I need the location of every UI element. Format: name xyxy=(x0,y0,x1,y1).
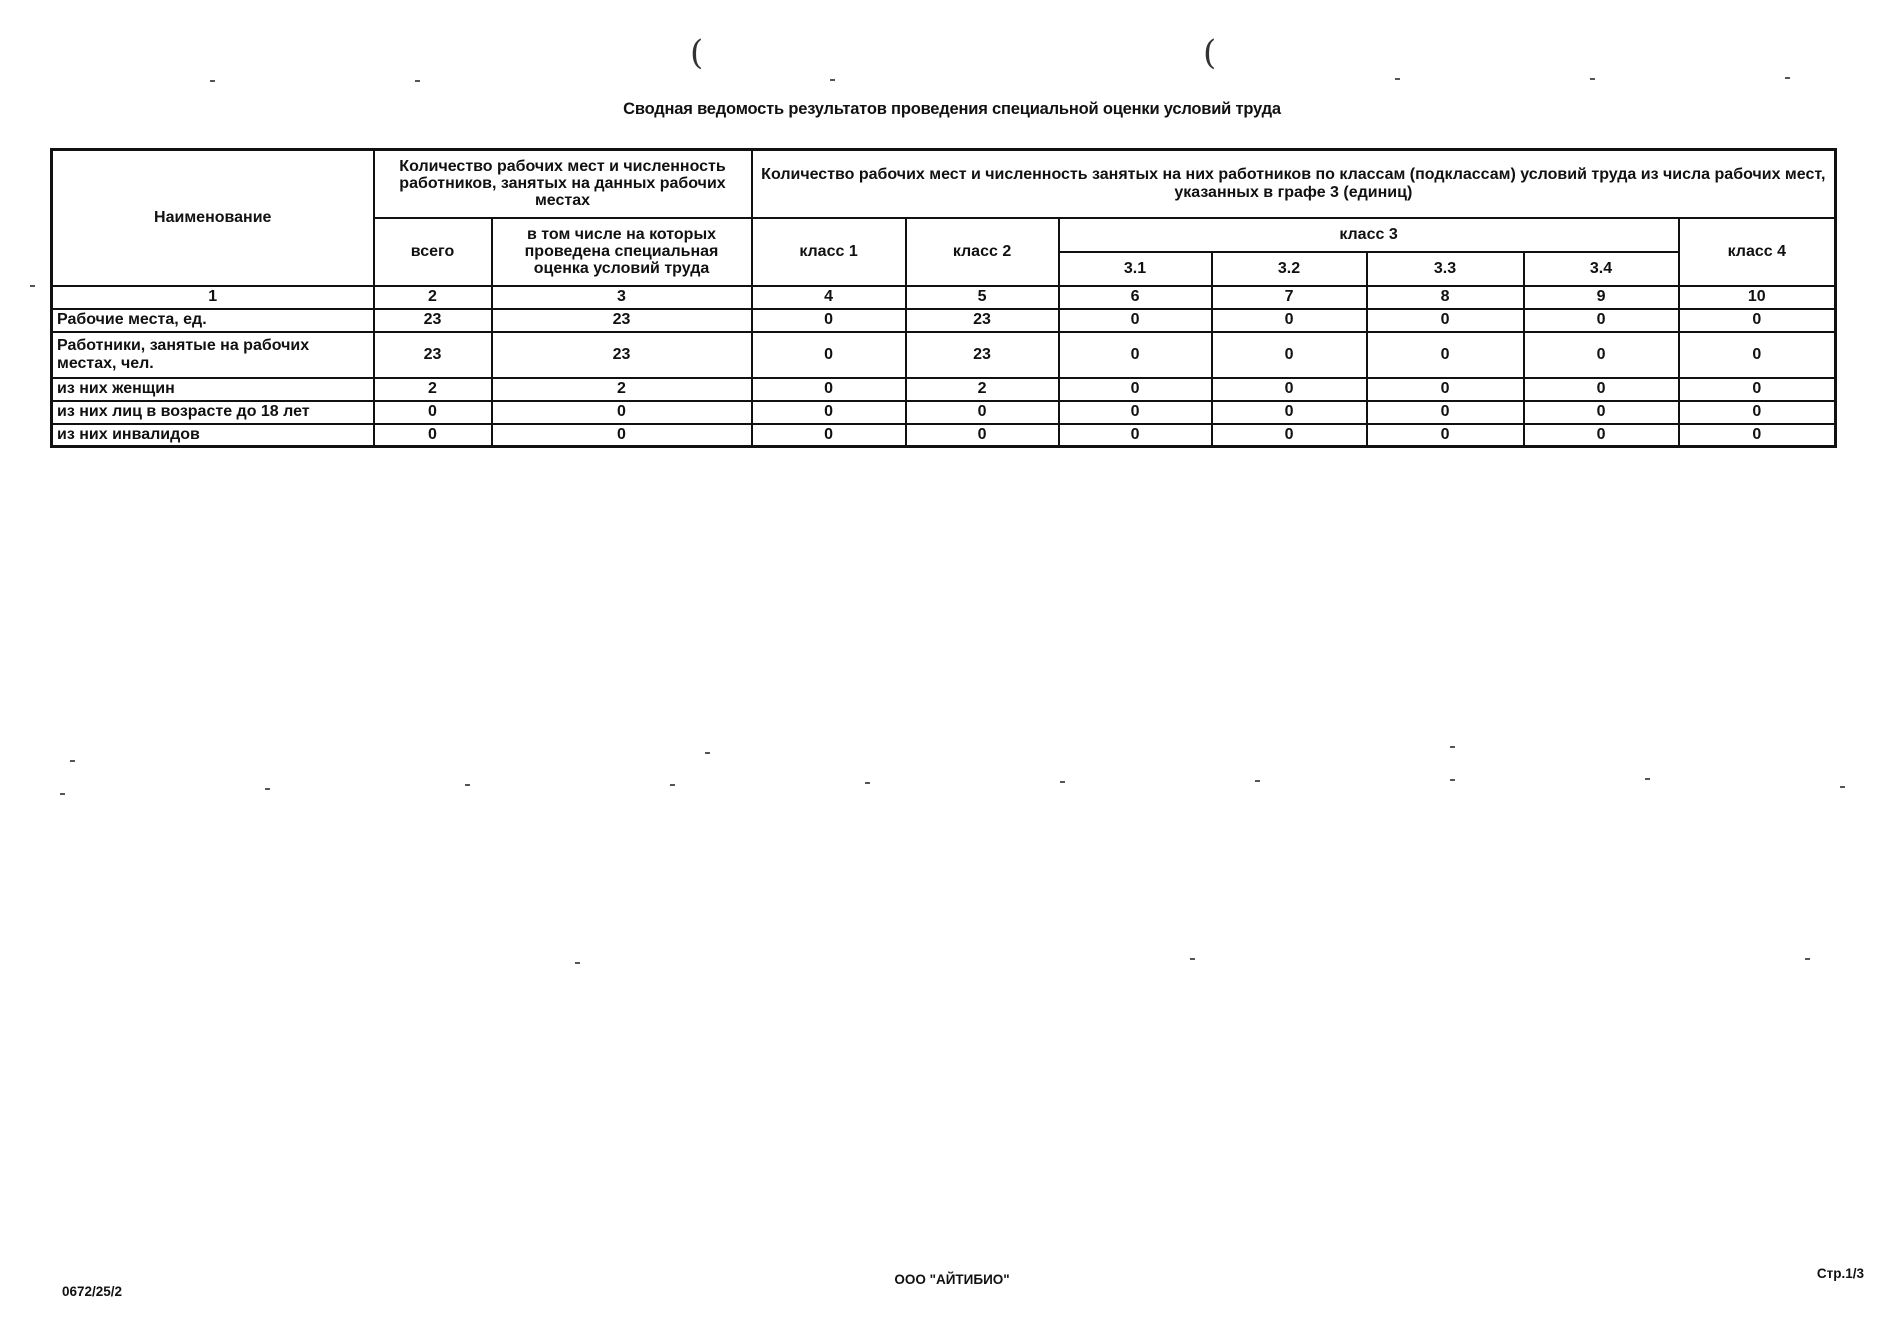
footer-doc-number: 0672/25/2 xyxy=(62,1284,123,1299)
row-label: Рабочие места, ед. xyxy=(52,309,374,332)
cell-value: 0 xyxy=(1059,332,1212,378)
row-label: Работники, занятые на рабочих местах, чел. xyxy=(52,332,374,378)
cell-value: 0 xyxy=(1059,378,1212,401)
row-label: из них лиц в возрасте до 18 лет xyxy=(52,401,374,424)
column-number: 7 xyxy=(1212,286,1367,309)
cell-value: 0 xyxy=(374,424,492,447)
cell-value: 0 xyxy=(1212,378,1367,401)
header-subclass-3-2: 3.2 xyxy=(1212,252,1367,286)
footer-page-number: Стр.1/3 xyxy=(1816,1266,1864,1281)
cell-value: 0 xyxy=(906,401,1059,424)
cell-value: 0 xyxy=(1524,332,1679,378)
cell-value: 23 xyxy=(492,332,752,378)
footer-company: ООО "АЙТИБИО" xyxy=(894,1272,1010,1287)
cell-value: 0 xyxy=(752,401,906,424)
table-row-workers xyxy=(52,332,1836,378)
table-row-women xyxy=(52,378,1836,401)
cell-value: 0 xyxy=(492,424,752,447)
cell-value: 23 xyxy=(906,332,1059,378)
cell-value: 0 xyxy=(1059,424,1212,447)
header-subclass-3-4: 3.4 xyxy=(1524,252,1679,286)
cell-value: 2 xyxy=(906,378,1059,401)
cell-value: 0 xyxy=(1679,424,1836,447)
column-number: 2 xyxy=(374,286,492,309)
cell-value: 23 xyxy=(906,309,1059,332)
header-subclass-3-3: 3.3 xyxy=(1367,252,1524,286)
cell-value: 0 xyxy=(1367,401,1524,424)
header-class-2: класс 2 xyxy=(906,218,1059,286)
header-group-total: Количество рабочих мест и численность работников, занятых на данных рабочих местах xyxy=(374,150,752,218)
table-row-workplaces xyxy=(52,309,1836,332)
table-row-under-18 xyxy=(52,401,1836,424)
cell-value: 0 xyxy=(1679,309,1836,332)
cell-value: 0 xyxy=(1212,424,1367,447)
column-number: 6 xyxy=(1059,286,1212,309)
header-total: всего xyxy=(374,218,492,286)
column-number: 5 xyxy=(906,286,1059,309)
column-number: 9 xyxy=(1524,286,1679,309)
row-label: из них женщин xyxy=(52,378,374,401)
cell-value: 23 xyxy=(374,309,492,332)
column-number: 4 xyxy=(752,286,906,309)
cell-value: 0 xyxy=(1524,309,1679,332)
cell-value: 2 xyxy=(374,378,492,401)
cell-value: 0 xyxy=(1367,378,1524,401)
cell-value: 0 xyxy=(492,401,752,424)
cell-value: 0 xyxy=(1367,424,1524,447)
header-class-3: класс 3 xyxy=(1059,218,1679,252)
scan-mark-right: ( xyxy=(1203,33,1217,73)
cell-value: 0 xyxy=(1679,401,1836,424)
header-name: Наименование xyxy=(52,150,374,286)
header-class-4: класс 4 xyxy=(1679,218,1836,286)
cell-value: 0 xyxy=(1212,401,1367,424)
cell-value: 23 xyxy=(492,309,752,332)
header-subclass-3-1: 3.1 xyxy=(1059,252,1212,286)
cell-value: 0 xyxy=(1212,332,1367,378)
cell-value: 0 xyxy=(1679,332,1836,378)
cell-value: 0 xyxy=(1679,378,1836,401)
cell-value: 0 xyxy=(752,309,906,332)
cell-value: 0 xyxy=(1059,401,1212,424)
column-number-row xyxy=(52,286,1836,309)
scan-mark-left: ( xyxy=(690,33,704,73)
table-row-disabled xyxy=(52,424,1836,447)
cell-value: 0 xyxy=(752,332,906,378)
header-assessed: в том числе на которых проведена специальная оценка условий труда xyxy=(492,218,752,286)
header-class-1: класс 1 xyxy=(752,218,906,286)
cell-value: 0 xyxy=(906,424,1059,447)
cell-value: 0 xyxy=(1367,309,1524,332)
cell-value: 0 xyxy=(752,424,906,447)
header-group-classes: Количество рабочих мест и численность занятых на них работников по классам (подклассам) условий труда из числа рабочих мест, указанных в графе 3 (единиц) xyxy=(752,150,1836,218)
cell-value: 0 xyxy=(1367,332,1524,378)
cell-value: 0 xyxy=(1524,424,1679,447)
cell-value: 0 xyxy=(1212,309,1367,332)
summary-table xyxy=(50,148,1837,448)
row-label: из них инвалидов xyxy=(52,424,374,447)
cell-value: 23 xyxy=(374,332,492,378)
cell-value: 0 xyxy=(752,378,906,401)
column-number: 8 xyxy=(1367,286,1524,309)
column-number: 1 xyxy=(52,286,374,309)
document-title: Сводная ведомость результатов проведения специальной оценки условий труда xyxy=(623,100,1281,118)
column-number: 3 xyxy=(492,286,752,309)
cell-value: 2 xyxy=(492,378,752,401)
cell-value: 0 xyxy=(1059,309,1212,332)
column-number: 10 xyxy=(1679,286,1836,309)
cell-value: 0 xyxy=(1524,378,1679,401)
cell-value: 0 xyxy=(374,401,492,424)
cell-value: 0 xyxy=(1524,401,1679,424)
